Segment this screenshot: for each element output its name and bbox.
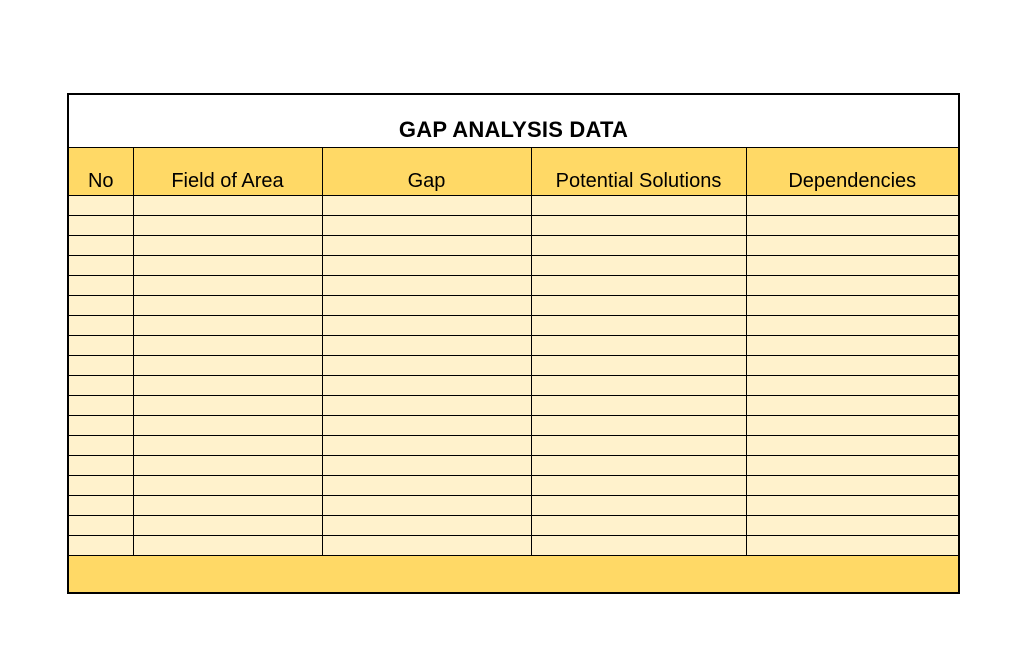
table-row xyxy=(69,496,958,516)
cell-dependencies[interactable] xyxy=(746,416,958,436)
cell-no[interactable] xyxy=(69,456,133,476)
table-row xyxy=(69,296,958,316)
cell-potential-solutions[interactable] xyxy=(531,396,746,416)
cell-field-of-area[interactable] xyxy=(133,436,322,456)
cell-no[interactable] xyxy=(69,476,133,496)
cell-dependencies[interactable] xyxy=(746,256,958,276)
cell-potential-solutions[interactable] xyxy=(531,316,746,336)
cell-field-of-area[interactable] xyxy=(133,316,322,336)
cell-field-of-area[interactable] xyxy=(133,336,322,356)
cell-gap[interactable] xyxy=(322,316,531,336)
cell-no[interactable] xyxy=(69,216,133,236)
cell-gap[interactable] xyxy=(322,236,531,256)
table-row xyxy=(69,216,958,236)
cell-gap[interactable] xyxy=(322,416,531,436)
header-row xyxy=(69,148,958,196)
cell-field-of-area[interactable] xyxy=(133,356,322,376)
cell-no[interactable] xyxy=(69,376,133,396)
cell-field-of-area[interactable] xyxy=(133,196,322,216)
cell-gap[interactable] xyxy=(322,276,531,296)
cell-field-of-area[interactable] xyxy=(133,296,322,316)
cell-potential-solutions[interactable] xyxy=(531,456,746,476)
cell-potential-solutions[interactable] xyxy=(531,196,746,216)
cell-gap[interactable] xyxy=(322,296,531,316)
cell-potential-solutions[interactable] xyxy=(531,236,746,256)
cell-dependencies[interactable] xyxy=(746,216,958,236)
cell-no[interactable] xyxy=(69,516,133,536)
table-row xyxy=(69,356,958,376)
cell-no[interactable] xyxy=(69,316,133,336)
cell-potential-solutions[interactable] xyxy=(531,496,746,516)
cell-potential-solutions[interactable] xyxy=(531,376,746,396)
cell-dependencies[interactable] xyxy=(746,536,958,556)
table-row xyxy=(69,236,958,256)
column-header-gap[interactable]: Gap xyxy=(322,148,531,196)
table-row xyxy=(69,396,958,416)
cell-dependencies[interactable] xyxy=(746,496,958,516)
cell-gap[interactable] xyxy=(322,216,531,236)
cell-potential-solutions[interactable] xyxy=(531,216,746,236)
table-row xyxy=(69,436,958,456)
cell-field-of-area[interactable] xyxy=(133,476,322,496)
table-row xyxy=(69,336,958,356)
cell-no[interactable] xyxy=(69,356,133,376)
cell-field-of-area[interactable] xyxy=(133,536,322,556)
cell-gap[interactable] xyxy=(322,396,531,416)
cell-field-of-area[interactable] xyxy=(133,236,322,256)
cell-gap[interactable] xyxy=(322,536,531,556)
cell-gap[interactable] xyxy=(322,196,531,216)
table-body xyxy=(69,196,958,556)
cell-potential-solutions[interactable] xyxy=(531,296,746,316)
column-header-no[interactable]: No xyxy=(69,148,133,196)
cell-gap[interactable] xyxy=(322,496,531,516)
cell-potential-solutions[interactable] xyxy=(531,536,746,556)
cell-potential-solutions[interactable] xyxy=(531,516,746,536)
cell-no[interactable] xyxy=(69,436,133,456)
table-row xyxy=(69,516,958,536)
table-row xyxy=(69,376,958,396)
footer-band xyxy=(69,556,958,592)
cell-dependencies[interactable] xyxy=(746,516,958,536)
gap-analysis-sheet xyxy=(67,93,960,594)
table-row xyxy=(69,256,958,276)
cell-dependencies[interactable] xyxy=(746,376,958,396)
cell-dependencies[interactable] xyxy=(746,296,958,316)
cell-gap[interactable] xyxy=(322,376,531,396)
cell-no[interactable] xyxy=(69,276,133,296)
cell-potential-solutions[interactable] xyxy=(531,416,746,436)
table-row xyxy=(69,476,958,496)
cell-dependencies[interactable] xyxy=(746,396,958,416)
cell-gap[interactable] xyxy=(322,516,531,536)
cell-dependencies[interactable] xyxy=(746,336,958,356)
table-row xyxy=(69,276,958,296)
cell-dependencies[interactable] xyxy=(746,456,958,476)
cell-gap[interactable] xyxy=(322,256,531,276)
cell-field-of-area[interactable] xyxy=(133,416,322,436)
gap-analysis-table xyxy=(69,147,958,556)
cell-field-of-area[interactable] xyxy=(133,396,322,416)
cell-no[interactable] xyxy=(69,496,133,516)
cell-field-of-area[interactable] xyxy=(133,376,322,396)
cell-field-of-area[interactable] xyxy=(133,256,322,276)
cell-dependencies[interactable] xyxy=(746,276,958,296)
cell-no[interactable] xyxy=(69,536,133,556)
table-row xyxy=(69,416,958,436)
cell-no[interactable] xyxy=(69,296,133,316)
cell-potential-solutions[interactable] xyxy=(531,356,746,376)
sheet-title: GAP ANALYSIS DATA xyxy=(398,117,629,142)
cell-no[interactable] xyxy=(69,396,133,416)
cell-no[interactable] xyxy=(69,236,133,256)
cell-field-of-area[interactable] xyxy=(133,456,322,476)
cell-gap[interactable] xyxy=(322,456,531,476)
cell-field-of-area[interactable] xyxy=(133,516,322,536)
cell-potential-solutions[interactable] xyxy=(531,336,746,356)
table-row xyxy=(69,456,958,476)
table-row xyxy=(69,196,958,216)
column-header-field-of-area[interactable]: Field of Area xyxy=(133,148,322,196)
cell-gap[interactable] xyxy=(322,436,531,456)
cell-no[interactable] xyxy=(69,416,133,436)
cell-no[interactable] xyxy=(69,196,133,216)
cell-dependencies[interactable] xyxy=(746,356,958,376)
cell-gap[interactable] xyxy=(322,336,531,356)
cell-dependencies[interactable] xyxy=(746,196,958,216)
cell-potential-solutions[interactable] xyxy=(531,476,746,496)
cell-potential-solutions[interactable] xyxy=(531,276,746,296)
cell-potential-solutions[interactable] xyxy=(531,436,746,456)
cell-field-of-area[interactable] xyxy=(133,496,322,516)
cell-no[interactable] xyxy=(69,256,133,276)
cell-gap[interactable] xyxy=(322,476,531,496)
cell-dependencies[interactable] xyxy=(746,476,958,496)
cell-potential-solutions[interactable] xyxy=(531,256,746,276)
table-row xyxy=(69,316,958,336)
cell-field-of-area[interactable] xyxy=(133,276,322,296)
table-row xyxy=(69,536,958,556)
cell-dependencies[interactable] xyxy=(746,436,958,456)
title-row xyxy=(69,95,958,147)
cell-field-of-area[interactable] xyxy=(133,216,322,236)
column-header-dependencies[interactable]: Dependencies xyxy=(746,148,958,196)
cell-dependencies[interactable] xyxy=(746,316,958,336)
column-header-potential-solutions[interactable]: Potential Solutions xyxy=(531,148,746,196)
cell-dependencies[interactable] xyxy=(746,236,958,256)
cell-gap[interactable] xyxy=(322,356,531,376)
cell-no[interactable] xyxy=(69,336,133,356)
